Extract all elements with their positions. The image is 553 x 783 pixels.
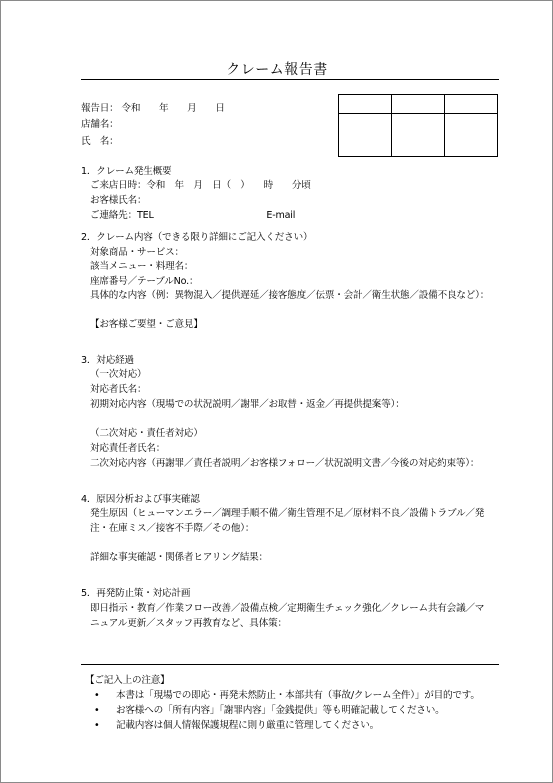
- note-text: 本書は「現場での即応・再発未然防止・本部共有（事故/クレーム全件）」が目的です。: [116, 690, 480, 701]
- contact-field[interactable]: ご連絡先：TEL E-mail: [90, 210, 296, 221]
- first-response-label: （一次対応）: [90, 369, 147, 380]
- product-service-field[interactable]: 対象商品・サービス：: [90, 247, 184, 258]
- first-responder-field[interactable]: 対応者氏名：: [90, 384, 147, 395]
- note-text: お客様への「所有内容」「謝罪内容」「金銭提供」等も明確記載してください。: [116, 705, 445, 716]
- cause-field-line1[interactable]: 発生原因（ヒューマンエラー／調理手順不備／衛生管理不足／原材料不良／設備トラブル／発: [90, 508, 485, 519]
- stamp-cell[interactable]: [339, 114, 392, 157]
- note-text: 記載内容は個人情報保護規程に則り厳重に管理してください。: [116, 720, 380, 731]
- section2-heading: 2．クレーム内容（できる限り詳細にご記入ください）: [81, 232, 313, 243]
- bullet-icon: •: [94, 720, 100, 731]
- title-underline: [81, 79, 499, 80]
- table-number-field[interactable]: 座席番号／テーブルNo.：: [90, 276, 199, 287]
- second-response-content-field[interactable]: 二次対応内容（再謝罪／責任者説明／お客様フォロー／状況説明文書／今後の対応約束等）：: [90, 458, 480, 469]
- section3-heading: 3．対応経過: [81, 355, 134, 366]
- second-response-label: （二次対応・責任者対応）: [90, 428, 203, 439]
- stamp-header-cell[interactable]: [392, 95, 445, 114]
- prevention-field-line1[interactable]: 即日指示・教育／作業フロー改善／設備点検／定期衛生チェック強化／クレーム共有会議／マ: [90, 603, 485, 614]
- report-date-field[interactable]: 報告日： 令和 年 月 日: [81, 103, 225, 114]
- note-item: [94, 705, 445, 717]
- section1-heading: 1．クレーム発生概要: [81, 166, 172, 177]
- second-responder-field[interactable]: 対応責任者氏名：: [90, 443, 166, 454]
- bullet-icon: •: [94, 705, 100, 716]
- notes-heading: 【ご記入上の注意】: [85, 675, 170, 686]
- document-title: クレーム報告書: [226, 62, 328, 78]
- notes-divider: [81, 664, 499, 665]
- store-name-field[interactable]: 店舗名：: [81, 119, 119, 130]
- person-name-field[interactable]: 氏 名：: [81, 136, 119, 147]
- bullet-icon: •: [94, 690, 100, 701]
- customer-request-label: 【お客様ご要望・ご意見】: [90, 319, 203, 330]
- note-item: [94, 720, 379, 732]
- customer-name-field[interactable]: お客様氏名：: [90, 195, 147, 206]
- complaint-detail-field[interactable]: 具体的な内容（例：異物混入／提供遅延／接客態度／伝票・会計／衛生状態／設備不良など）：: [90, 290, 490, 301]
- note-item: [94, 690, 480, 702]
- cause-field-line2[interactable]: 注・在庫ミス／接客不手際／その他）：: [90, 523, 255, 534]
- first-response-content-field[interactable]: 初期対応内容（現場での状況説明／謝罪／お取替・返金／再提供提案等）：: [90, 399, 405, 410]
- section5-heading: 5．再発防止策・対応計画: [81, 588, 191, 599]
- stamp-cell[interactable]: [445, 114, 498, 157]
- menu-item-field[interactable]: 該当メニュー・料理名：: [90, 261, 194, 272]
- stamp-header-cell[interactable]: [445, 95, 498, 114]
- stamp-header-cell[interactable]: [339, 95, 392, 114]
- visit-datetime-field[interactable]: ご来店日時：令和 年 月 日（ ） 時 分頃: [90, 180, 311, 191]
- section4-heading: 4．原因分析および事実確認: [81, 494, 200, 505]
- fact-check-field[interactable]: 詳細な事実確認・関係者ヒアリング結果：: [90, 552, 268, 563]
- prevention-field-line2[interactable]: ニュアル更新／スタッフ再教育など、具体策：: [90, 618, 287, 629]
- stamp-cell[interactable]: [392, 114, 445, 157]
- approval-stamp-table: [338, 94, 498, 157]
